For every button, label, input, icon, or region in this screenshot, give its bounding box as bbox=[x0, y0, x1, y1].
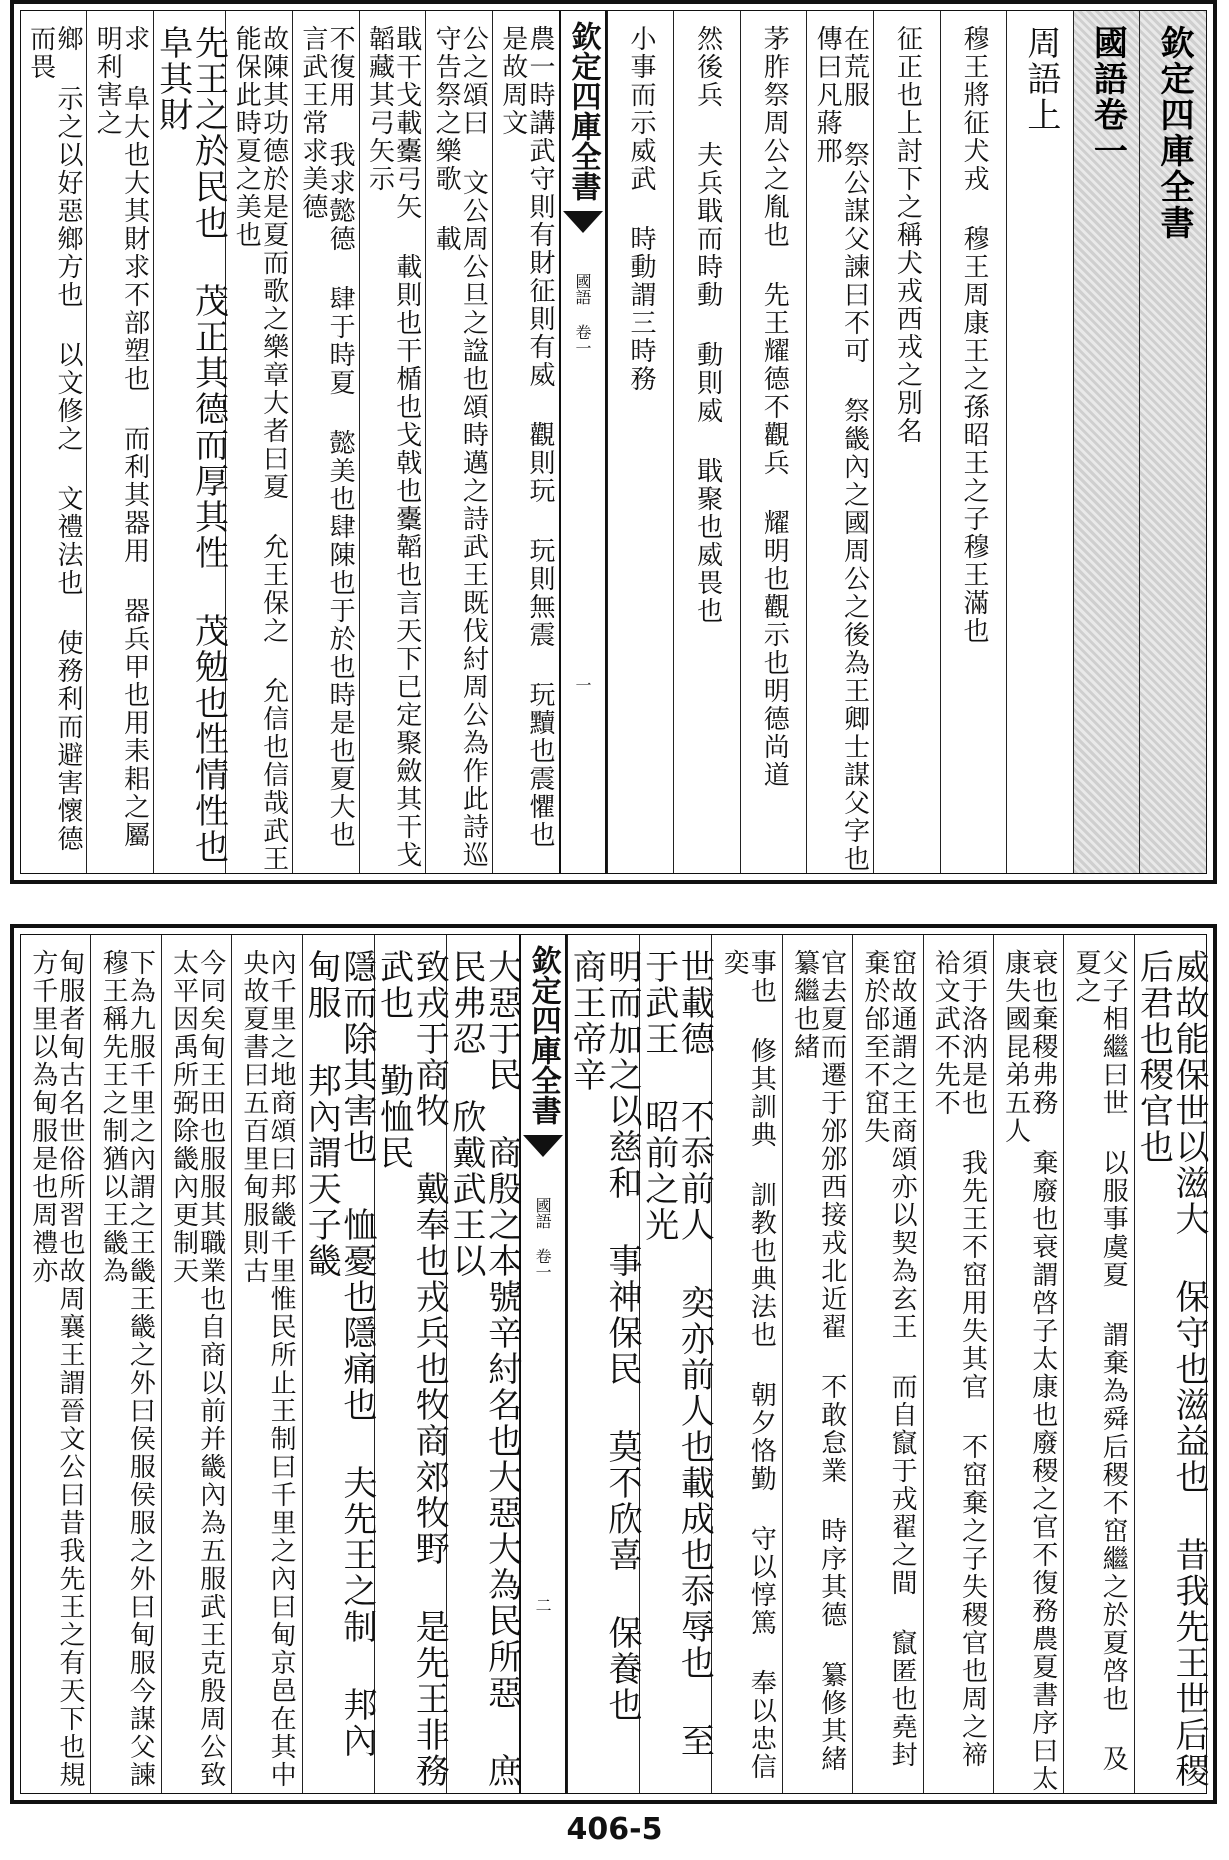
text-column bbox=[940, 11, 1007, 873]
text-column bbox=[923, 935, 993, 1793]
text-column bbox=[1063, 935, 1133, 1793]
text-column bbox=[673, 11, 740, 873]
text-column bbox=[90, 935, 160, 1793]
text-column bbox=[301, 935, 377, 1793]
column-text: 不復用 我求懿德 肆于時夏 懿美也肆陳也于於也時是也夏大也言武王常求美德 bbox=[297, 25, 356, 849]
top-page-frame bbox=[20, 10, 1207, 874]
column-text: 官去夏而遷于邠邠西接戎北近翟 不敢怠業 時序其德 纂修其緒 纂繼也緒 bbox=[789, 949, 847, 1773]
text-column bbox=[852, 935, 922, 1793]
text-column bbox=[1006, 11, 1073, 873]
text-column bbox=[740, 11, 807, 873]
text-column bbox=[21, 935, 90, 1793]
text-column bbox=[21, 11, 87, 873]
column-text: 致戎于商牧 戴奉也戎兵也牧商郊牧野 是先王非務武也 勤恤民 bbox=[373, 949, 450, 1789]
column-text: 故陳其功德於是夏而歌之樂章大者曰夏 允王保之 允信也信哉武王能保此時夏之美也 bbox=[231, 25, 289, 873]
text-column bbox=[445, 935, 522, 1793]
text-column bbox=[492, 11, 559, 873]
column-text: 須于洛汭是也 我先王不窋用失其官 不窋棄之子失稷官也周之禘祫文武不先不 bbox=[930, 949, 988, 1769]
column-text: 征正也上討下之稱犬戎西戎之別名 bbox=[892, 25, 923, 445]
text-column bbox=[231, 935, 301, 1793]
text-column bbox=[873, 11, 940, 873]
leaf-number: 二 bbox=[533, 1597, 553, 1613]
column-text: 公之頌曰 文公周公旦之諡也頌時邁之詩武王既伐紂周公為作此詩巡守告祭之樂歌 載 bbox=[431, 25, 489, 869]
column-text: 周語上 bbox=[1020, 25, 1061, 133]
column-text: 求 阜大也大其財求不部塑也 而利其器用 器兵甲也用耒耜之屬 明利害之 bbox=[92, 25, 150, 849]
column-text: 甸服者甸古名世俗所習也故周襄王謂晉文公曰昔我先王之有天下也規方千里以為甸服是也周禮亦 bbox=[27, 949, 85, 1789]
text-column bbox=[86, 11, 153, 873]
column-text: 欽定四庫全書 bbox=[1154, 25, 1195, 241]
column-text: 下為九服千里之內謂之王畿王畿之外曰侯服侯服之外曰甸服今謀父諫穆王稱先王之制猶以王畿為 bbox=[98, 949, 156, 1789]
center-spine bbox=[519, 935, 567, 1793]
column-text: 事也 修其訓典 訓教也典法也 朝夕恪勤 守以惇篤 奉以忠信 奕 bbox=[719, 949, 777, 1781]
text-column bbox=[161, 935, 231, 1793]
center-spine bbox=[559, 11, 607, 873]
text-column bbox=[425, 11, 492, 873]
leaf-number: 一 bbox=[573, 677, 593, 693]
bottom-page bbox=[10, 924, 1217, 1804]
column-text: 鄉 示之以好惡鄉方也 以文修之 文禮法也 使務利而避害懷德而畏 bbox=[25, 25, 83, 853]
column-text: 在荒服 祭公謀父諫曰不可 祭畿內之國周公之後為王卿士謀父字也傳曰凡蔣邢 bbox=[812, 25, 870, 873]
text-column bbox=[225, 11, 292, 873]
text-column bbox=[782, 935, 852, 1793]
text-column bbox=[359, 11, 426, 873]
column-text: 國語卷一 bbox=[1087, 25, 1128, 169]
column-text: 然後兵 夫兵戢而時動 動則威 戢聚也威畏也 bbox=[692, 25, 723, 625]
text-column bbox=[806, 11, 873, 873]
bottom-page-columns bbox=[21, 935, 1209, 1793]
column-text: 世載德 不忝前人 奕亦前人也載成也忝辱也 至于武王 昭前之光 bbox=[638, 949, 715, 1759]
juan-label: 國語 卷一 bbox=[533, 1197, 553, 1280]
column-text: 大惡于民 商殷之本號辛紂名也大惡大為民所惡 庶民弗忍 欣戴武王以 bbox=[445, 949, 522, 1789]
column-text: 穆王將征犬戎 穆王周康王之孫昭王之子穆王滿也 bbox=[959, 25, 990, 645]
text-column bbox=[993, 935, 1063, 1793]
column-text: 威故能保世以滋大 保守也滋益也 昔我先王世后稷 后君也稷官也 bbox=[1133, 949, 1209, 1789]
top-page bbox=[10, 0, 1217, 884]
column-text: 父子相繼曰世 以服事虞夏 謂棄為舜后稷不窋繼之於夏啓也 及夏之 bbox=[1070, 949, 1129, 1773]
column-text: 內千里之地商頌曰邦畿千里惟民所止王制曰千里之內曰甸京邑在其中央故夏書曰五百里甸服則古 bbox=[238, 949, 297, 1789]
column-text: 衰也棄稷弗務 棄廢也衰謂啓子太康也廢稷之官不復務農夏書序曰太康失國昆弟五人 bbox=[1000, 949, 1058, 1793]
column-text: 窋故通謂之王商頌亦以契為玄王 而自竄于戎翟之間 竄匿也堯封棄於邰至不窋失 bbox=[859, 949, 918, 1769]
text-column bbox=[152, 11, 229, 873]
column-text: 農一時講武守則有財征則有威 觀則玩 玩則無震 玩黷也震懼也 是故周文 bbox=[497, 25, 555, 849]
column-text: 今同矣甸王田也服服其職業也自商以前并畿內為五服武王克殷周公致太平因禹所弼除畿內更制天 bbox=[168, 949, 226, 1789]
column-text: 明而加之以慈和 事神保民 莫不欣喜 保養也 商王帝辛 bbox=[566, 949, 642, 1723]
juan-label: 國語 卷一 bbox=[573, 273, 593, 356]
column-text: 隱而除其害也 恤憂也隱痛也 夫先王之制 邦內甸服 邦內謂天子畿 bbox=[301, 949, 377, 1759]
text-column bbox=[711, 935, 781, 1793]
text-column bbox=[638, 935, 715, 1793]
library-title: 欽定四庫全書 bbox=[525, 945, 561, 1125]
text-column bbox=[373, 935, 450, 1793]
column-text: 茅胙祭周公之胤也 先王耀德不觀兵 耀明也觀示也明德尚道 bbox=[759, 25, 790, 789]
column-text: 先王之於民也 茂正其德而厚其性 茂勉也性情性也 阜其財 bbox=[152, 25, 229, 865]
fish-tail-ornament bbox=[563, 211, 603, 233]
library-title: 欽定四庫全書 bbox=[565, 21, 601, 201]
top-page-columns bbox=[21, 11, 1206, 873]
text-column bbox=[1073, 11, 1140, 873]
fish-tail-ornament bbox=[523, 1135, 563, 1157]
bottom-page-frame bbox=[20, 934, 1207, 1794]
text-column bbox=[607, 11, 674, 873]
column-text: 戢干戈載櫜弓矢 載則也干楯也戈戟也櫜韜也言天下已定聚斂其干戈韜藏其弓矢示 bbox=[364, 25, 422, 869]
text-column bbox=[566, 935, 642, 1793]
text-column bbox=[292, 11, 359, 873]
text-column bbox=[1139, 11, 1206, 873]
text-column bbox=[1133, 935, 1209, 1793]
column-text: 小事而示威武 時動謂三時務 bbox=[625, 25, 656, 393]
page-number-footer: 406-5 bbox=[566, 1812, 663, 1847]
